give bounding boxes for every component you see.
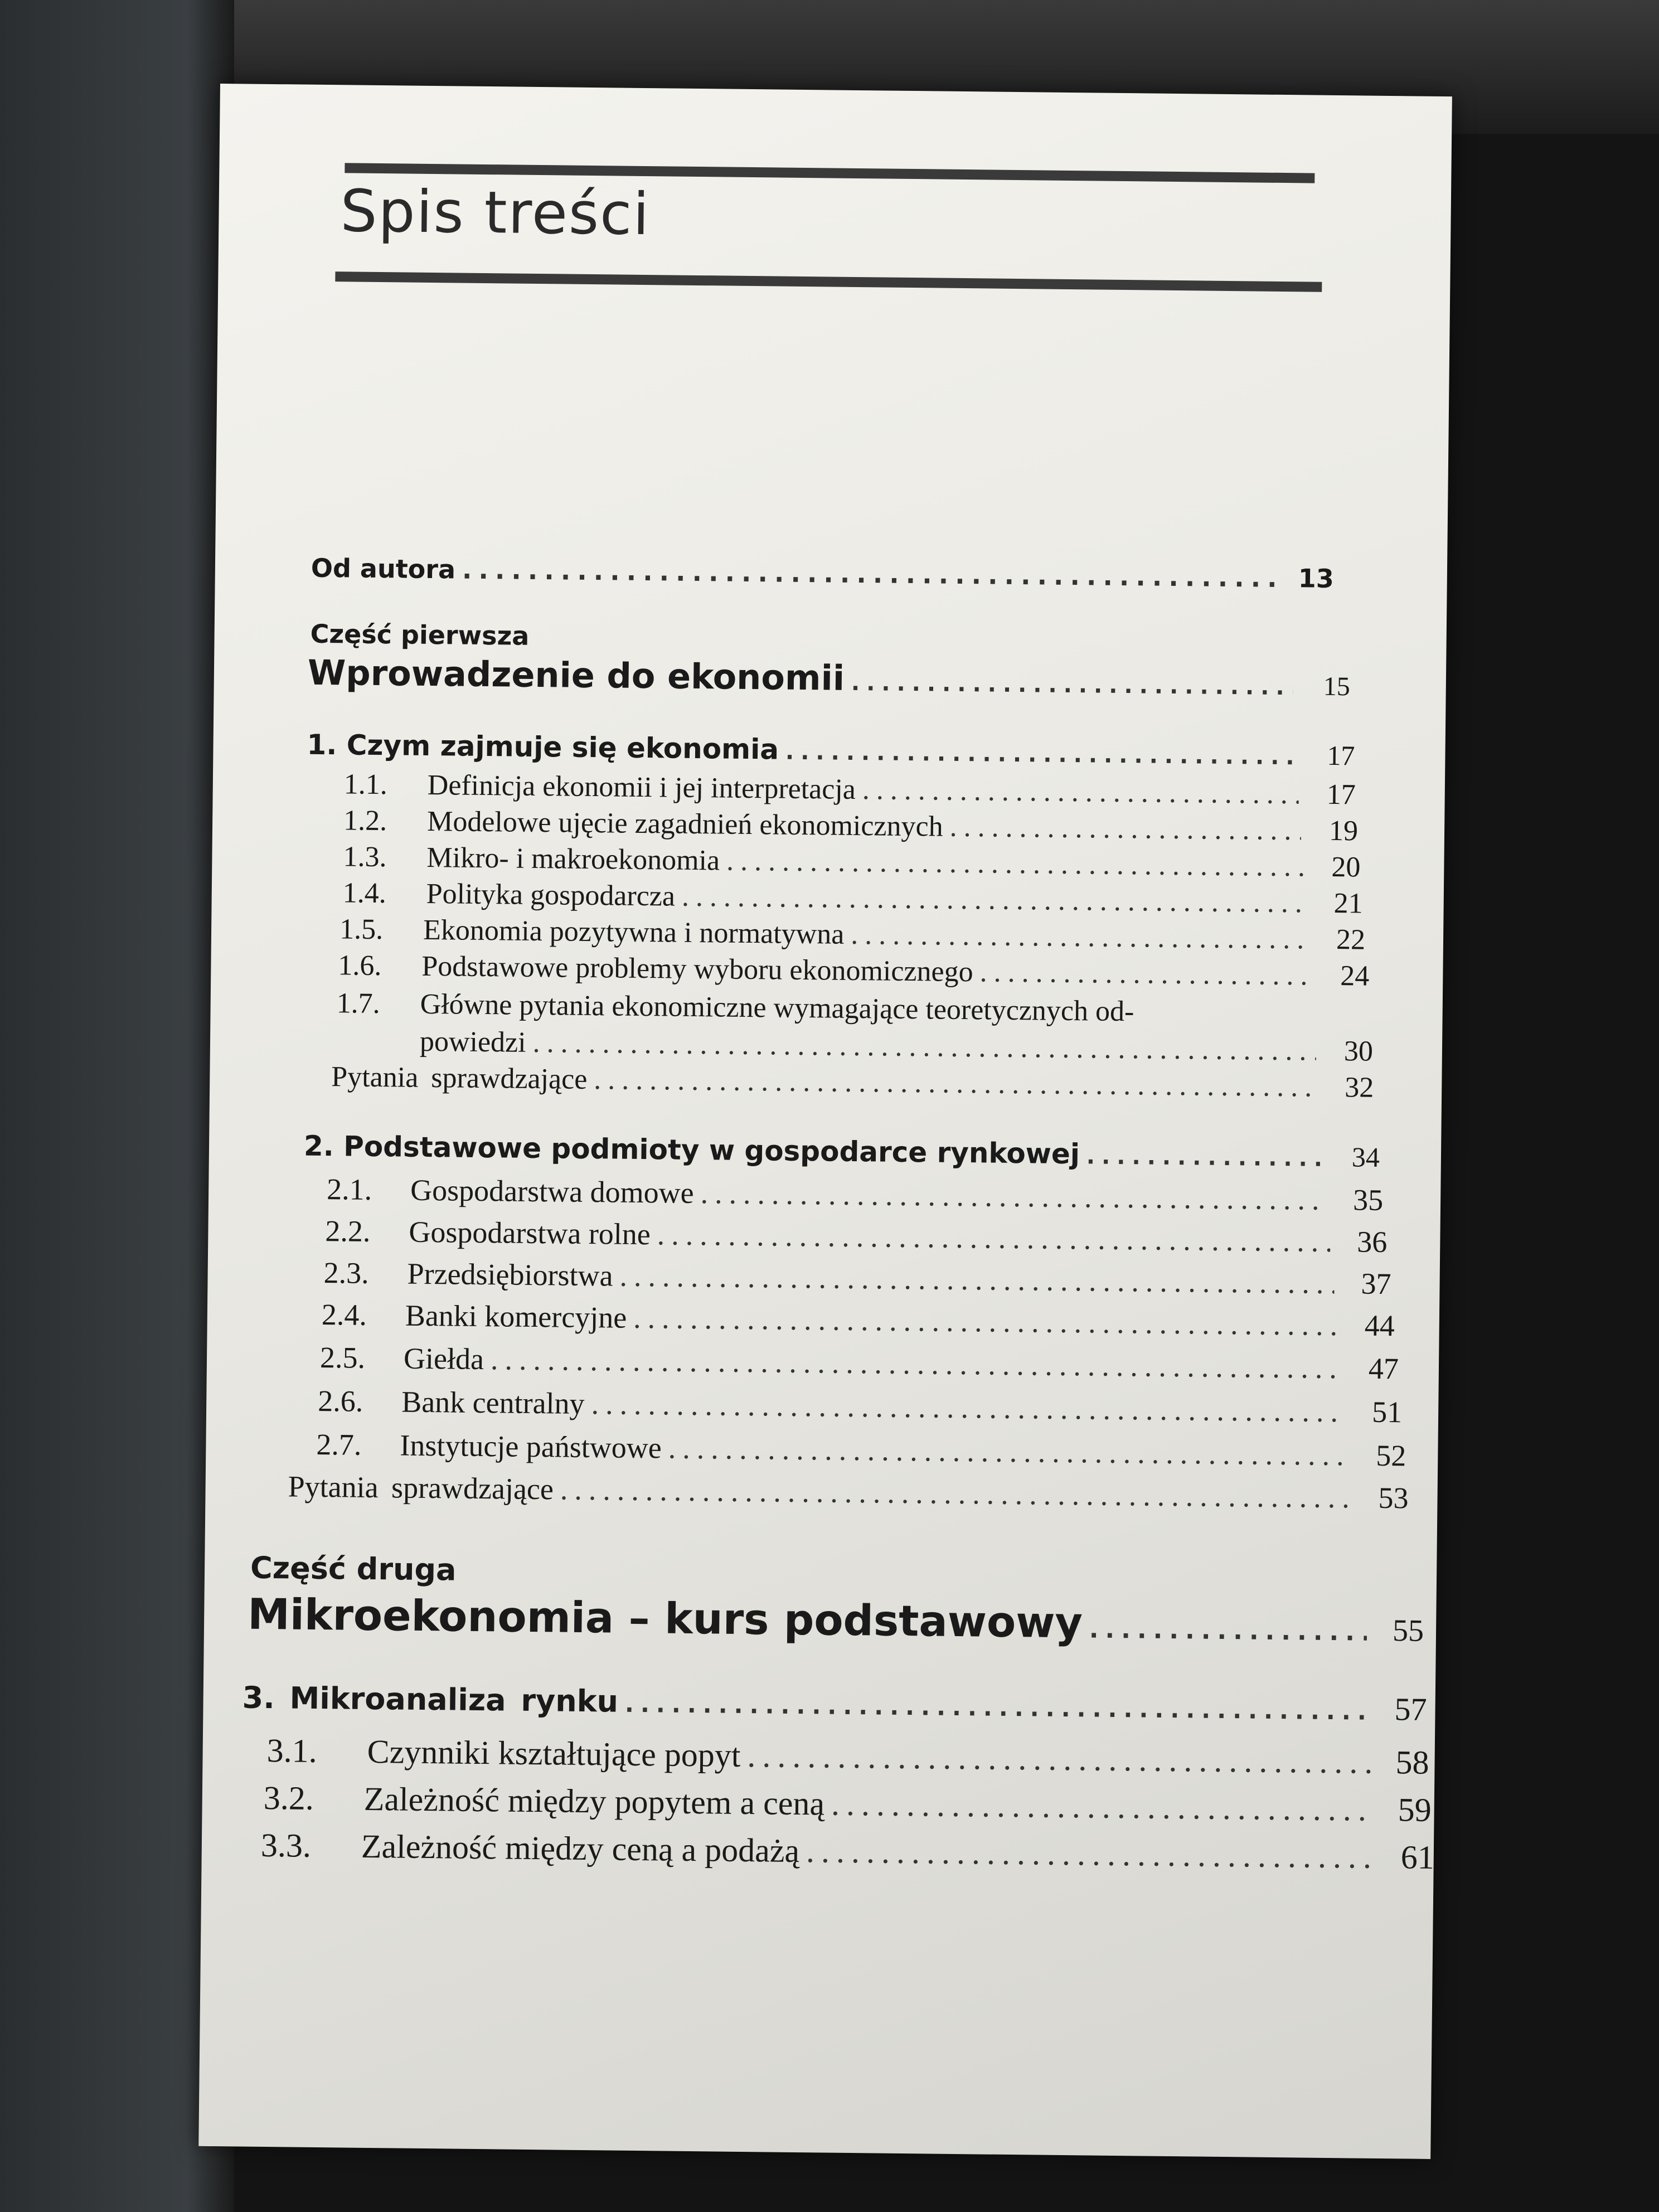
toc-section-1-7-line1[interactable] [336,987,1134,1028]
toc-page-number: 21 [1333,887,1364,920]
toc-chapter-3[interactable] [242,1679,1427,1728]
toc-entry-label: Modelowe ujęcie zagadnień ekonomicznych [426,805,943,843]
toc-section-number: 2.5. [319,1341,366,1375]
toc-section-number: 3.2. [263,1779,314,1817]
toc-page-number: 51 [1371,1395,1403,1429]
book-page [198,84,1452,2159]
leader-dots [831,1785,1375,1829]
toc-entry-label: Banki komercyjne [405,1298,627,1335]
toc-page-number: 37 [1361,1267,1391,1301]
toc-section-2-3[interactable] [323,1255,1391,1301]
toc-entry-label-cont: powiedzi [419,1025,526,1059]
page-title: Spis treści [339,177,651,249]
toc-section-1-1[interactable] [344,768,1356,811]
toc-entry-label: 3. Mikroanaliza rynku [242,1680,619,1719]
leader-dots [625,1690,1370,1725]
toc-section-1-3[interactable] [343,840,1361,884]
leader-dots [806,1832,1377,1876]
toc-entry-od-autora[interactable] [311,553,1334,594]
toc-entry-label: Zależność między ceną a podażą [361,1827,800,1870]
title-rule-bottom [335,271,1322,292]
toc-section-number: 1.3. [343,841,387,874]
toc-section-1-5[interactable] [339,913,1366,956]
toc-page-number: 20 [1331,851,1361,884]
toc-entry-mikroekonomia[interactable] [248,1589,1424,1651]
leader-dots [862,773,1299,811]
toc-page-number: 15 [1323,671,1351,702]
toc-page-number: 58 [1395,1744,1429,1781]
part-label-first: Część pierwsza [310,618,530,651]
toc-entry-label: Od autora [311,552,456,585]
toc-section-2-7[interactable] [316,1427,1406,1473]
leader-dots [657,1217,1331,1259]
toc-section-1-2[interactable] [343,804,1359,847]
toc-entry-label: Pytania sprawdzające [288,1469,554,1506]
toc-section-1-7-line2[interactable] [420,1025,1374,1068]
toc-entry-label: Pytania sprawdzające [331,1061,588,1095]
toc-section-3-3[interactable] [261,1826,1435,1877]
toc-entry-label: Główne pytania ekonomiczne wymagające teoretycznych od- [420,988,1134,1028]
toc-page-number: 55 [1392,1613,1424,1648]
toc-entry-label: Wprowadzenie do ekonomii [307,652,845,698]
toc-page-number: 17 [1326,778,1356,811]
toc-section-number: 2.1. [326,1172,372,1206]
leader-dots [619,1259,1335,1301]
toc-entry-label: 2. Podstawowe podmioty w gospodarce rynkowej [303,1129,1080,1171]
toc-chapter-1[interactable] [307,729,1355,772]
toc-section-number: 3.3. [260,1826,312,1864]
toc-entry-wprowadzenie[interactable] [308,652,1351,704]
toc-section-2-5[interactable] [320,1340,1399,1386]
part-label-second: Część druga [250,1550,457,1588]
toc-page-number: 57 [1394,1691,1427,1728]
toc-page-number: 19 [1328,814,1359,847]
toc-questions-ch1[interactable] [331,1060,1374,1104]
leader-dots [747,1736,1372,1782]
toc-page-number: 35 [1352,1183,1384,1217]
leader-dots [594,1063,1317,1104]
toc-page-number: 36 [1357,1225,1388,1259]
leader-dots [591,1386,1345,1429]
leader-dots [668,1431,1349,1473]
toc-section-number: 1.4. [342,877,387,910]
toc-entry-label: Giełda [403,1341,484,1376]
background-left [0,0,234,2212]
toc-section-number: 2.2. [325,1214,371,1248]
leader-dots [979,955,1312,992]
toc-entry-label: Przedsiębiorstwa [407,1257,613,1293]
leader-dots [1089,1615,1367,1646]
toc-section-number: 1.5. [339,913,384,946]
toc-section-3-1[interactable] [266,1731,1429,1782]
toc-page-number: 13 [1298,563,1335,594]
leader-dots [462,555,1277,593]
toc-section-2-6[interactable] [318,1384,1403,1429]
toc-section-number: 2.6. [317,1384,363,1418]
leader-dots [700,1176,1326,1217]
leader-dots [851,918,1308,956]
toc-section-2-4[interactable] [322,1297,1395,1343]
leader-dots [491,1342,1342,1385]
leader-dots [633,1301,1338,1342]
leader-dots [785,739,1298,770]
toc-page-number: 52 [1376,1438,1406,1473]
toc-section-number: 1.2. [343,804,387,837]
toc-section-number: 1.1. [343,768,388,801]
toc-page-number: 22 [1336,924,1366,956]
leader-dots [851,670,1293,700]
toc-entry-label: Bank centralny [401,1385,585,1420]
toc-entry-label: Zależność między popytem a ceną [363,1780,825,1822]
toc-entry-label: Mikroekonomia – kurs podstawowy [247,1589,1083,1648]
toc-entry-label: Podstawowe problemy wyboru ekonomicznego [421,950,973,988]
toc-entry-label: Czynniki kształtujące popyt [367,1733,741,1774]
toc-section-number: 2.4. [321,1298,367,1332]
toc-page-number: 61 [1400,1839,1435,1876]
toc-entry-label: Mikro- i makroekonomia [426,841,720,877]
toc-entry-label: Instytucje państwowe [400,1428,662,1465]
toc-page-number: 59 [1398,1791,1432,1828]
leader-dots [726,845,1304,884]
toc-questions-ch2[interactable] [288,1469,1409,1515]
leader-dots [532,1026,1316,1068]
toc-page-number: 30 [1343,1035,1374,1068]
toc-section-1-6[interactable] [338,949,1370,992]
toc-entry-label: Definicja ekonomii i jej interpretacja [427,769,856,806]
toc-page-number: 24 [1340,960,1370,992]
toc-section-number: 1.7. [336,987,381,1020]
leader-dots [560,1472,1352,1515]
toc-page-number: 53 [1378,1481,1409,1515]
toc-section-number: 2.7. [316,1427,362,1462]
leader-dots [949,811,1301,847]
toc-section-2-2[interactable] [325,1214,1388,1259]
toc-page-number: 32 [1344,1071,1374,1104]
leader-dots [682,880,1306,920]
leader-dots [1086,1143,1323,1171]
toc-section-3-2[interactable] [263,1779,1432,1830]
toc-page-number: 44 [1364,1308,1395,1343]
toc-section-2-1[interactable] [327,1172,1384,1217]
toc-section-number: 3.1. [266,1732,318,1769]
toc-entry-label: 1. Czym zajmuje się ekonomia [307,728,779,766]
toc-chapter-2[interactable] [304,1130,1380,1173]
toc-entry-label: Gospodarstwa rolne [409,1215,651,1251]
toc-page-number: 34 [1351,1141,1380,1173]
toc-entry-label: Ekonomia pozytywna i normatywna [423,914,845,950]
toc-page-number: 17 [1327,739,1355,772]
toc-section-number: 1.6. [338,949,382,982]
toc-entry-label: Polityka gospodarcza [426,877,676,913]
toc-section-1-4[interactable] [342,876,1363,920]
toc-page-number: 47 [1368,1351,1399,1386]
toc-section-number: 2.3. [323,1256,369,1290]
toc-entry-label: Gospodarstwa domowe [410,1173,694,1210]
